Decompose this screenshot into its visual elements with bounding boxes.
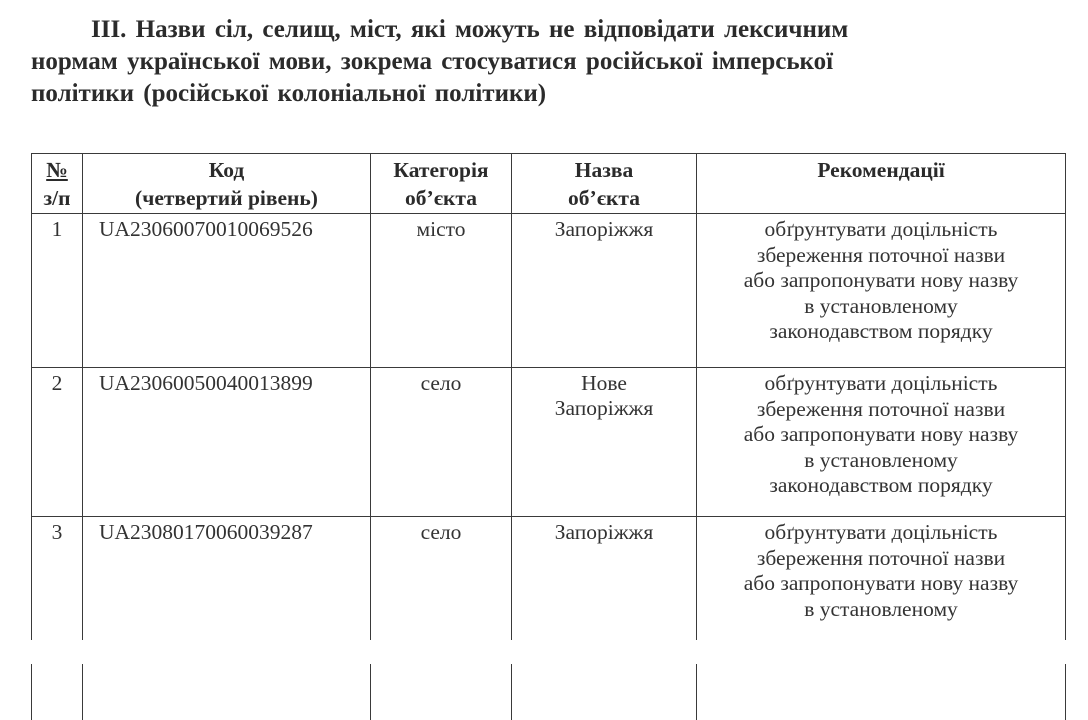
- header-category-line-1: Категорія: [371, 156, 511, 184]
- header-code-line-1: Код: [83, 156, 370, 184]
- cell-num: 3: [32, 517, 83, 720]
- cell-name: [512, 368, 697, 517]
- recommendation-line: збереження поточної назви: [697, 397, 1065, 423]
- cell-num: 2: [32, 368, 83, 517]
- recommendation-line: збереження поточної назви: [697, 546, 1065, 572]
- table-header-row: [32, 154, 1066, 214]
- page-crop-edge: [0, 640, 1088, 664]
- heading-line-3: політики (російської колоніальної політики): [31, 78, 1065, 110]
- recommendation-line: або запропонувати нову назву: [697, 422, 1065, 448]
- cell-name-line: Запоріжжя: [512, 520, 696, 545]
- table-row: [32, 214, 1066, 368]
- table-row: [32, 517, 1066, 720]
- cell-name-line: Запоріжжя: [512, 396, 696, 421]
- header-name-line-1: Назва: [512, 156, 696, 184]
- header-num: [32, 154, 83, 214]
- cell-recommendation: [697, 368, 1066, 517]
- header-name: [512, 154, 697, 214]
- section-heading: [31, 14, 1065, 110]
- cell-name-line: Запоріжжя: [512, 217, 696, 242]
- heading-line-1: [31, 14, 1065, 46]
- cell-code: UA23060070010069526: [83, 214, 371, 368]
- cell-code: UA23080170060039287: [83, 517, 371, 720]
- cell-category: місто: [371, 214, 512, 368]
- recommendation-line: в установленому: [697, 448, 1065, 474]
- header-code-line-2: (четвертий рівень): [83, 184, 370, 212]
- header-name-line-2: об’єкта: [512, 184, 696, 212]
- cell-category: село: [371, 517, 512, 720]
- place-names-table: [31, 153, 1066, 720]
- recommendation-line: законодавством порядку: [697, 473, 1065, 499]
- recommendation-line: або запропонувати нову назву: [697, 268, 1065, 294]
- header-code: [83, 154, 371, 214]
- cell-name: [512, 517, 697, 720]
- header-num-line-1: №: [32, 156, 82, 184]
- recommendation-line: в установленому: [697, 294, 1065, 320]
- header-category: [371, 154, 512, 214]
- recommendation-line: обґрунтувати доцільність: [697, 520, 1065, 546]
- recommendation-line: обґрунтувати доцільність: [697, 371, 1065, 397]
- table-row: [32, 368, 1066, 517]
- recommendation-line: або запропонувати нову назву: [697, 571, 1065, 597]
- recommendation-line: в установленому: [697, 597, 1065, 623]
- cell-num: 1: [32, 214, 83, 368]
- recommendation-line: збереження поточної назви: [697, 243, 1065, 269]
- header-num-line-2: з/п: [32, 184, 82, 212]
- cell-recommendation: [697, 214, 1066, 368]
- recommendation-line: обґрунтувати доцільність: [697, 217, 1065, 243]
- cell-code: UA23060050040013899: [83, 368, 371, 517]
- header-category-line-2: об’єкта: [371, 184, 511, 212]
- heading-line-2: нормам української мови, зокрема стосуватися російської імперської: [31, 46, 1065, 78]
- recommendation-line: законодавством порядку: [697, 319, 1065, 345]
- cell-category: село: [371, 368, 512, 517]
- header-recommendations: [697, 154, 1066, 214]
- cell-recommendation: [697, 517, 1066, 720]
- header-recommendations-line-1: Рекомендації: [697, 156, 1065, 184]
- cell-name-line: Нове: [512, 371, 696, 396]
- cell-name: [512, 214, 697, 368]
- heading-line-1-text: ІІІ. Назви сіл, селищ, міст, які можуть не відповідати лексичним: [91, 16, 848, 43]
